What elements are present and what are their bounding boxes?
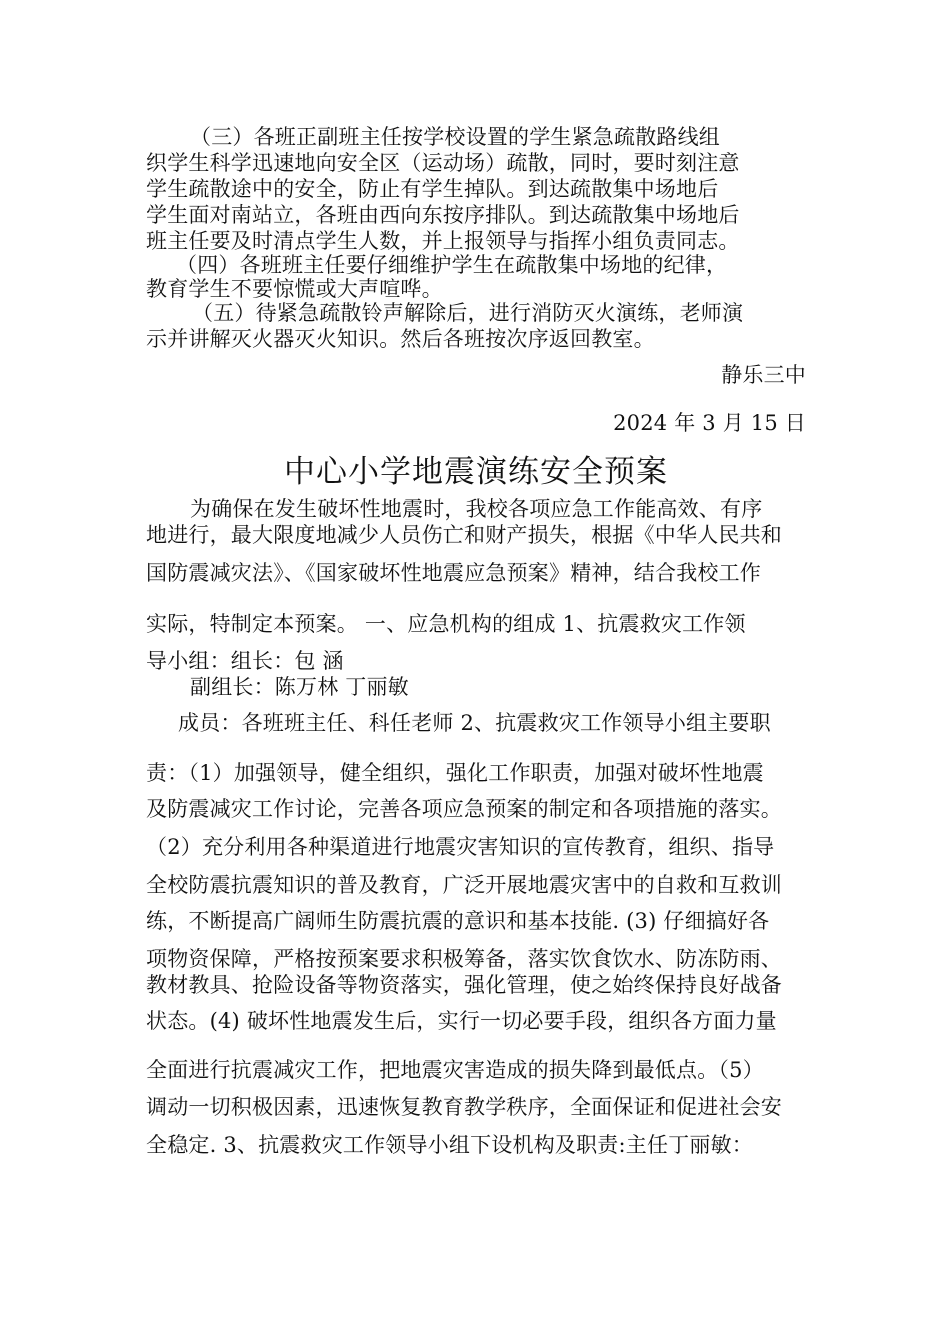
paragraph-line: 国防震减灾法》、《国家破坏性地震应急预案》精神，结合我校工作 — [146, 561, 761, 585]
paragraph-line: 地进行，最大限度地减少人员伤亡和财产损失，根据《中华人民共和 — [146, 523, 782, 547]
paragraph-line: 导小组：组长：包 涵 — [146, 649, 344, 673]
paragraph-line: 练，不断提高广阔师生防震抗震的意识和基本技能. (3) 仔细搞好各 — [146, 909, 770, 933]
paragraph-line: 调动一切积极因素，迅速恢复教育教学秩序，全面保证和促进社会安 — [146, 1095, 782, 1119]
date-line: 2024 年 3 月 15 日 — [613, 411, 806, 435]
document-title: 中心小学地震演练安全预案 — [284, 454, 668, 490]
paragraph-line: 责：（1）加强领导，健全组织，强化工作职责，加强对破坏性地震 — [146, 761, 764, 785]
paragraph-line: 状态。(4) 破坏性地震发生后，实行一切必要手段，组织各方面力量 — [146, 1009, 777, 1033]
paragraph-line: 及防震减灾工作讨论，完善各项应急预案的制定和各项措施的落实。 — [146, 797, 782, 821]
paragraph-line: 学生疏散途中的安全，防止有学生掉队。到达疏散集中场地后 — [146, 177, 719, 201]
paragraph-line: 学生面对南站立，各班由西向东按序排队。到达疏散集中场地后 — [146, 203, 740, 227]
paragraph-line: 成员：各班班主任、科任老师 2、抗震救灾工作领导小组主要职 — [178, 711, 771, 735]
paragraph-line: 班主任要及时清点学生人数，并上报领导与指挥小组负责同志。 — [146, 229, 740, 253]
paragraph-line: 项物资保障，严格按预案要求积极筹备，落实饮食饮水、防冻防雨、 — [146, 947, 782, 971]
paragraph-line: 教育学生不要惊慌或大声喧哗。 — [146, 277, 443, 301]
paragraph-line: 全面进行抗震减灾工作，把地震灾害造成的损失降到最低点。（5） — [146, 1058, 764, 1082]
paragraph-line: 全稳定. 3、抗震救灾工作领导小组下设机构及职责:主任丁丽敏： — [146, 1133, 753, 1157]
paragraph-line: （三）各班正副班主任按学校设置的学生紧急疏散路线组 — [190, 125, 720, 149]
paragraph-line: 实际，特制定本预案。 一、应急机构的组成 1、抗震救灾工作领 — [146, 612, 746, 636]
paragraph-line: 示并讲解灭火器灭火知识。然后各班按次序返回教室。 — [146, 327, 655, 351]
paragraph-line: （五）待紧急疏散铃声解除后，进行消防灭火演练，老师演 — [192, 301, 744, 325]
signature-line: 静乐三中 — [721, 363, 806, 387]
paragraph-line: 全校防震抗震知识的普及教育，广泛开展地震灾害中的自救和互救训 — [146, 873, 782, 897]
paragraph-line: （2）充分利用各种渠道进行地震灾害知识的宣传教育，组织、指导 — [146, 835, 775, 859]
paragraph-line: 为确保在发生破坏性地震时，我校各项应急工作能高效、有序 — [190, 497, 763, 521]
paragraph-line: 织学生科学迅速地向安全区（运动场）疏散，同时，要时刻注意 — [146, 151, 740, 175]
paragraph-line: 教材教具、抢险设备等物资落实，强化管理，使之始终保持良好战备 — [146, 973, 782, 997]
paragraph-line: 副组长：陈万林 丁丽敏 — [190, 675, 409, 699]
paragraph-line: （四）各班班主任要仔细维护学生在疏散集中场地的纪律， — [176, 253, 728, 277]
